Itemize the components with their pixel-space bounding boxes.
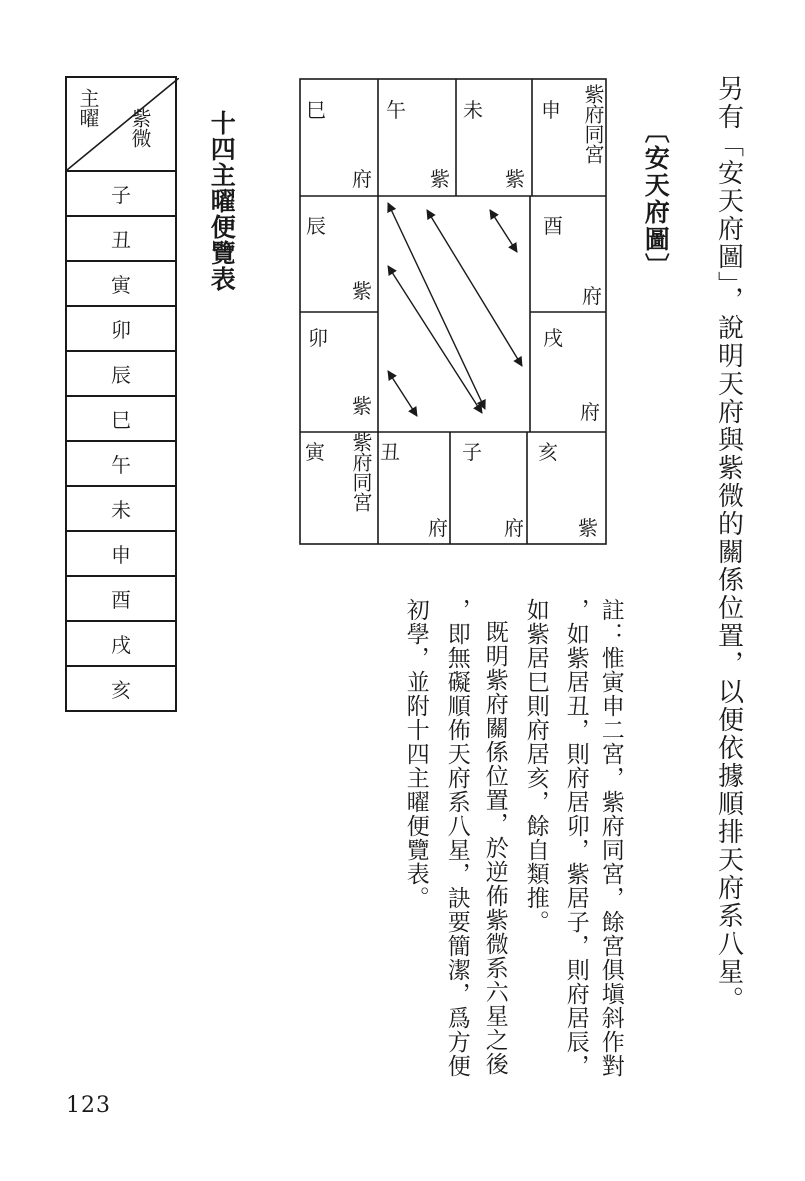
table-row: 未	[66, 486, 176, 531]
header-main-stars: 主曜	[76, 88, 100, 128]
arrow-chen-xu	[388, 266, 482, 413]
cell-si-star: 府	[352, 167, 372, 191]
arrow-mao-chou	[388, 371, 417, 416]
main-stars-table	[65, 76, 177, 712]
cell-yin-branch: 寅	[305, 440, 325, 464]
cell-chen-star: 紫	[352, 279, 372, 303]
cell-wei-branch: 未	[463, 98, 483, 122]
cell-mao-branch: 卯	[308, 326, 328, 350]
cell-shen-branch: 申	[541, 98, 561, 122]
table-row: 巳	[66, 396, 176, 441]
note-line-3: 如紫居巳則府居亥，餘自類推。	[522, 598, 549, 934]
table-row: 寅	[66, 261, 176, 306]
cell-si-branch: 巳	[306, 98, 326, 122]
note-line-2: ，如紫居丑，則府居卯，紫居子，則府居辰，	[562, 598, 589, 1078]
arrow-wu-zi	[388, 203, 485, 409]
note-line-1: 註：惟寅申二宮，紫府同宮，餘宮俱塡斜作對	[597, 598, 624, 1078]
table-row: 卯	[66, 306, 176, 351]
cell-wu-star: 紫	[430, 167, 450, 191]
note-line-5: ，即無礙順佈天府系八星，訣要簡潔，爲方便	[443, 598, 470, 1078]
table-row: 子	[66, 171, 176, 216]
cell-shen-star: 紫府同宮	[581, 84, 605, 164]
arrow-si-hai	[427, 210, 522, 366]
table-title: 十四主曜便覽表	[207, 110, 237, 292]
cell-yin-star: 紫府同宮	[349, 432, 373, 512]
table-row: 申	[66, 531, 176, 576]
note-line-6: 初學，並附十四主曜便覽表。	[402, 598, 429, 910]
cell-chou-branch: 丑	[380, 440, 400, 464]
table-row: 酉	[66, 576, 176, 621]
cell-you-branch: 酉	[543, 214, 563, 238]
table-row: 戌	[66, 621, 176, 666]
cell-xu-star: 府	[580, 400, 600, 424]
table-row: 午	[66, 441, 176, 486]
table-header-cell	[66, 77, 176, 171]
cell-hai-star: 紫	[578, 516, 598, 540]
table-row: 丑	[66, 216, 176, 261]
cell-you-star: 府	[582, 284, 602, 308]
table-row: 亥	[66, 666, 176, 711]
page-number: 123	[66, 1093, 111, 1118]
cell-mao-star: 紫	[352, 394, 372, 418]
cell-xu-branch: 戌	[543, 326, 563, 350]
cell-zi-branch: 子	[462, 440, 482, 464]
note-line-4: 既明紫府關係位置，於逆佈紫微系六星之後	[481, 620, 508, 1076]
table-row: 辰	[66, 351, 176, 396]
header-ziwei: 紫微	[128, 108, 152, 148]
arrow-wei-shen	[490, 210, 517, 252]
cell-wei-star: 紫	[505, 167, 525, 191]
cell-chen-branch: 辰	[306, 214, 326, 238]
cell-zi-star: 府	[504, 516, 524, 540]
diagram-title: 〔安天府圖〕	[641, 118, 671, 280]
cell-chou-star: 府	[428, 516, 448, 540]
main-text-column: 另有「安天府圖」，說明天府與紫微的關係位置，以便依據順排天府系八星。	[713, 75, 744, 1014]
cell-wu-branch: 午	[386, 98, 406, 122]
cell-hai-branch: 亥	[538, 440, 558, 464]
